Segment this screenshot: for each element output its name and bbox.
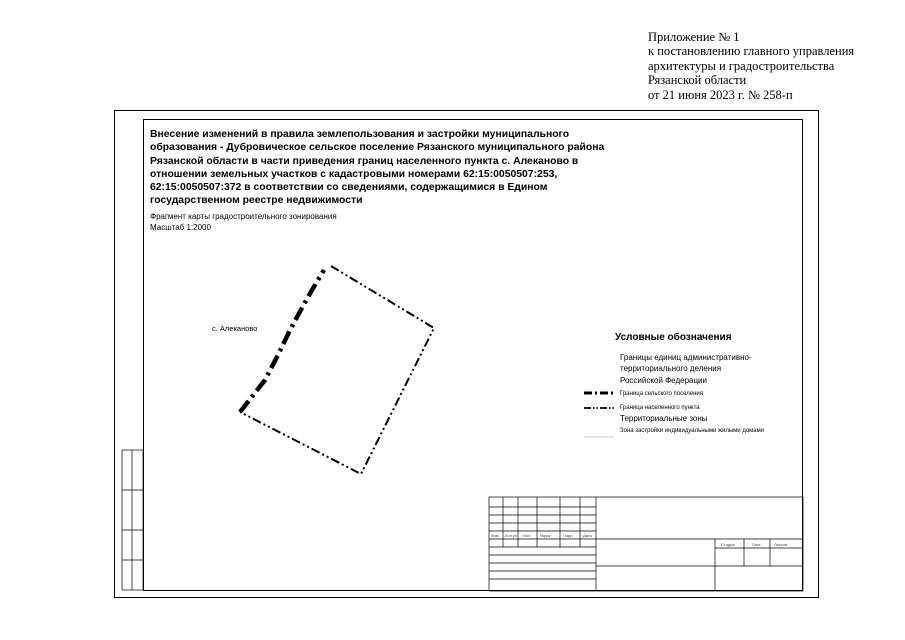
legend-admin-heading (620, 352, 752, 386)
stamp-col-header: Подп. (563, 533, 574, 538)
stamp-col-header: Лист (522, 533, 531, 538)
fragment-caption: Фрагмент карты градостроительного зонирования (150, 212, 337, 221)
fragment-scale: Масштаб 1:2000 (150, 222, 211, 232)
settlement-label: с. Алеканово (212, 324, 258, 333)
legend-admin-line: Границы единиц административно- (620, 353, 752, 362)
legend-admin-line: территориального деления (620, 364, 722, 374)
legend-title: Условные обозначения (615, 332, 732, 343)
title-line: образования - Дубровическое сельское поселение Рязанского муниципального района (150, 142, 605, 154)
legend-settlement-boundary-label: Граница населенного пункта (620, 405, 700, 411)
annex-line: Рязанской области (648, 73, 747, 88)
side-stamp (122, 450, 143, 590)
stamp-stage-header: Лист (752, 542, 761, 547)
title-line: государственном реестре недвижимости (150, 195, 363, 207)
rural-settlement-boundary-line (240, 270, 324, 412)
stamp-col-header: Кол.уч (505, 533, 517, 538)
annex-line: архитектуры и градостроительства (648, 58, 835, 73)
stamp-col-header: №док (540, 533, 551, 538)
legend-residential-zone-label: Зона застройки индивидуальными жилыми домами (620, 428, 765, 434)
legend-admin-line: Российской Федерации (620, 375, 707, 385)
title-line: Рязанской области в части приведения границ населенного пункта с. Алеканово в (150, 155, 579, 167)
stamp-col-header: Дата (583, 533, 592, 538)
stamp-stage-header: Листов (774, 542, 787, 547)
legend-zones-heading: Территориальные зоны (620, 414, 708, 423)
stamp-col-header: Изм. (491, 533, 500, 538)
stamp-stage-header: Стадия (721, 542, 735, 547)
title-line: Внесение изменений в правила землепользования и застройки муниципального (150, 129, 570, 140)
annex-line: от 21 июня 2023 г. № 258-п (648, 87, 793, 102)
title-line: 62:15:0050507:372 в соответствии со сведениями, содержащимися в Едином (150, 182, 548, 194)
annex-line: к постановлению главного управления (648, 44, 855, 59)
title-line: отношении земельных участков с кадастровыми номерами 62:15:0050507:253, (150, 168, 558, 180)
annex-line: Приложение № 1 (648, 30, 740, 44)
legend-rural-boundary-label: Граница сельского поселения (620, 391, 704, 397)
settlement-boundary-line (240, 266, 434, 474)
